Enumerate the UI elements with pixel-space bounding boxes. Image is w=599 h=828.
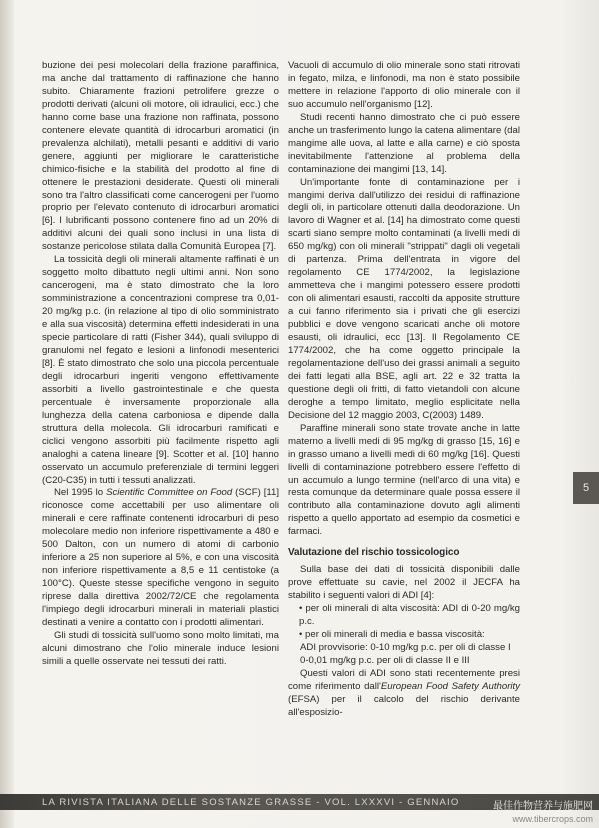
right-paragraph-1: Vacuoli di accumulo di olio minerale sono stati ritrovati in fegato, milza, e linfonodi, ma non è stato possibile mettere in relazione l'apporto di olio minerale con il suo accumulo nell'organismo [12]. <box>288 60 520 110</box>
left-paragraph-1: buzione dei pesi molecolari della frazione paraffinica, ma anche dal trattamento di raffinazione che hanno subito. Chiaramente frazioni petrolifere grezze o prodotti derivati (alcuni oli motore, oli idraulici, ecc.) che hanno come base una frazione non raffinata, possono contenere elevate quantità di idrocarburi aromatici (in prevalenza alchilati), metalli pesanti e additivi di vario genere, aggiunti per migliorare le caratteristiche chimico-fisiche e la stabilità del prodotto al fine di ottenere le prestazioni desiderate. Questi oli minerali sono tra l'altro classificati come cancerogeni per l'uomo proprio per l'elevato contenuto di idrocarburi aromatici [6]. I lubrificanti possono contenere fino ad un 20% di additivi alcuni dei quali sono inclusi in una lista di sostanze pericolose stilata dalla Comunità Europea [7]. <box>42 60 279 253</box>
efsa-name: European Food Safety Authority <box>380 680 520 692</box>
adi-class-2-3: 0-0,01 mg/kg p.c. per oli di classe II e III <box>300 654 470 666</box>
scf-title: Scientific Committee on Food <box>106 487 233 499</box>
running-title: LA RIVISTA ITALIANA DELLE SOSTANZE GRASSE - VOL. LXXXVI - GENNAIO <box>42 796 460 808</box>
right-paragraph-6 <box>288 668 520 720</box>
left-paragraph-4: Gli studi di tossicità sull'uomo sono molto limitati, ma alcuni dimostrano che l'olio minerale induce lesioni simili a quelle osservate nei tessuti dei ratti. <box>42 629 279 667</box>
watermark-cn: 最佳作物营养与施肥网 <box>493 801 593 812</box>
page-section-tab: 5 <box>573 472 599 504</box>
right-paragraph-5: Sulla base dei dati di tossicità disponibili dalle prove effettuate su cavie, nel 2002 il JECFA ha stabilito i seguenti valori di ADI [4]: <box>288 564 520 602</box>
page-gutter-shadow <box>0 0 14 828</box>
left-column <box>42 60 279 669</box>
right-paragraph-6-post: (EFSA) per il calcolo del rischio derivante all'esposizio- <box>288 693 520 718</box>
left-paragraph-2: La tossicità degli oli minerali altamente raffinati è un soggetto molto dibattuto negli ultimi anni. Non sono cancerogeni, ma è stato dimostrato che la loro somministrazione a concentrazioni comprese tra 0,01-20 mg/kg p.c. (in relazione al tipo di olio somministrato e alla sua viscosità) determina effetti indesiderati in una specie particolare di ratti (Fisher 344), quali sviluppo di granulomi nel fegato e lesioni a linfonodi mesenterici [8]. È stato dimostrato che solo una piccola percentuale degli idrocarburi ingeriti vengono effettivamente assorbiti a livello gastrointestinale e che questa percentuale è inversamente proporzionale alla lunghezza della catena carboniosa e dipende dalla struttura della molecola. Gli idrocarburi ramificati e ciclici vengono assorbiti più facilmente rispetto agli analoghi a catena lineare [9]. Scotter et al. [10] hanno osservato un accumulo preferenziale di termini leggeri (C20-C35) in tutti i tessuti analizzati. <box>42 254 279 486</box>
right-paragraph-3: Un'importante fonte di contaminazione per i mangimi deriva dall'utilizzo dei residui di raffinazione degli oli, in particolare ottenuti dalla deodorazione. Un lavoro di Wagner et al. [14] ha dimostrato come questi scarti siano sempre molto contaminati (a livelli medi di 650 mg/kg) con oli minerali "strippati" dagli oli vegetali di partenza. Prima dell'entrata in vigore del regolamento CE 1774/2002, la legislazione ammetteva che i mangimi potessero essere prodotti con oli alimentari esausti, raccolti da apposite strutture a cui fanno riferimento sia i privati che gli esercizi pubblici e dove vengono scaricati anche oli motore esausti, oli idraulici, ecc [13]. Il Regolamento CE 1774/2002, che ha come oggetto principale la regolamentazione dell'uso dei grassi animali a seguito dei fatti legati alla BSE, agli art. 22 e 32 tratta la questione degli oli fritti, di fatto vietandoli con alcune deroghe a tempo limitato, meglio esplicitate nella Decisione del 12 maggio 2003, C(2003) 1489. <box>288 176 520 421</box>
right-paragraph-2: Studi recenti hanno dimostrato che ci può essere anche un trasferimento lungo la catena alimentare (dal mangime alle uova, al latte e alla carne) e ciò sposta inevitabilmente l'attenzione al problema della contaminazione dei mangimi [13, 14]. <box>288 111 520 175</box>
left-paragraph-3 <box>42 487 279 629</box>
right-paragraph-6-pre: Questi valori di ADI sono stati recentemente presi come riferimento dall' <box>288 667 520 692</box>
right-column <box>288 60 520 720</box>
left-paragraph-3-pre: Nel 1995 lo <box>54 487 107 499</box>
adi-class-1: ADI provvisorie: 0-10 mg/kg p.c. per oli di classe I <box>300 641 511 653</box>
bullet-high-viscosity: • per oli minerali di alta viscosità: ADI di 0-20 mg/kg p.c. <box>299 603 520 628</box>
bullet-medium-low-viscosity: • per oli minerali di media e bassa viscosità: <box>299 628 485 640</box>
left-paragraph-3-text: (SCF) [11] riconosce come accettabili per uso alimentare oli minerali e cere raffinate contenenti idrocarburi di peso molecolare medio non inferiore rispettivamente a 480 e 500 Dalton, con un numero di atomi di carbonio inferiore a 25 non superiore al 5%, e con una viscosità non inferiore rispettivamente a 8,5 e 11 centistoke (a 100°C). Queste stesse specifiche vengono in seguito riprese dalla direttiva 2002/72/CE che regolamenta l'impiego degli idrocarburi minerali in materiali plastici destinati a venire a contatto con i prodotti alimentari. <box>42 487 280 628</box>
section-heading: Valutazione del rischio tossicologico <box>288 547 460 559</box>
right-paragraph-4: Paraffine minerali sono state trovate anche in latte materno a livelli medi di 95 mg/kg di grasso [15, 16] e in grasso umano a livelli medi di 60 mg/kg [16]. Questi livelli di contaminazione potrebbero essere l'effetto di un accumulo a lungo termine (nell'arco di una vita) e resta comunque da determinare quale possa essere il contributo alla contaminazione dovuto agli alimenti rispetto a quello apportato ad esempio da cosmetici e farmaci. <box>288 422 520 538</box>
watermark-url: www.tibercrops.com <box>512 814 593 824</box>
